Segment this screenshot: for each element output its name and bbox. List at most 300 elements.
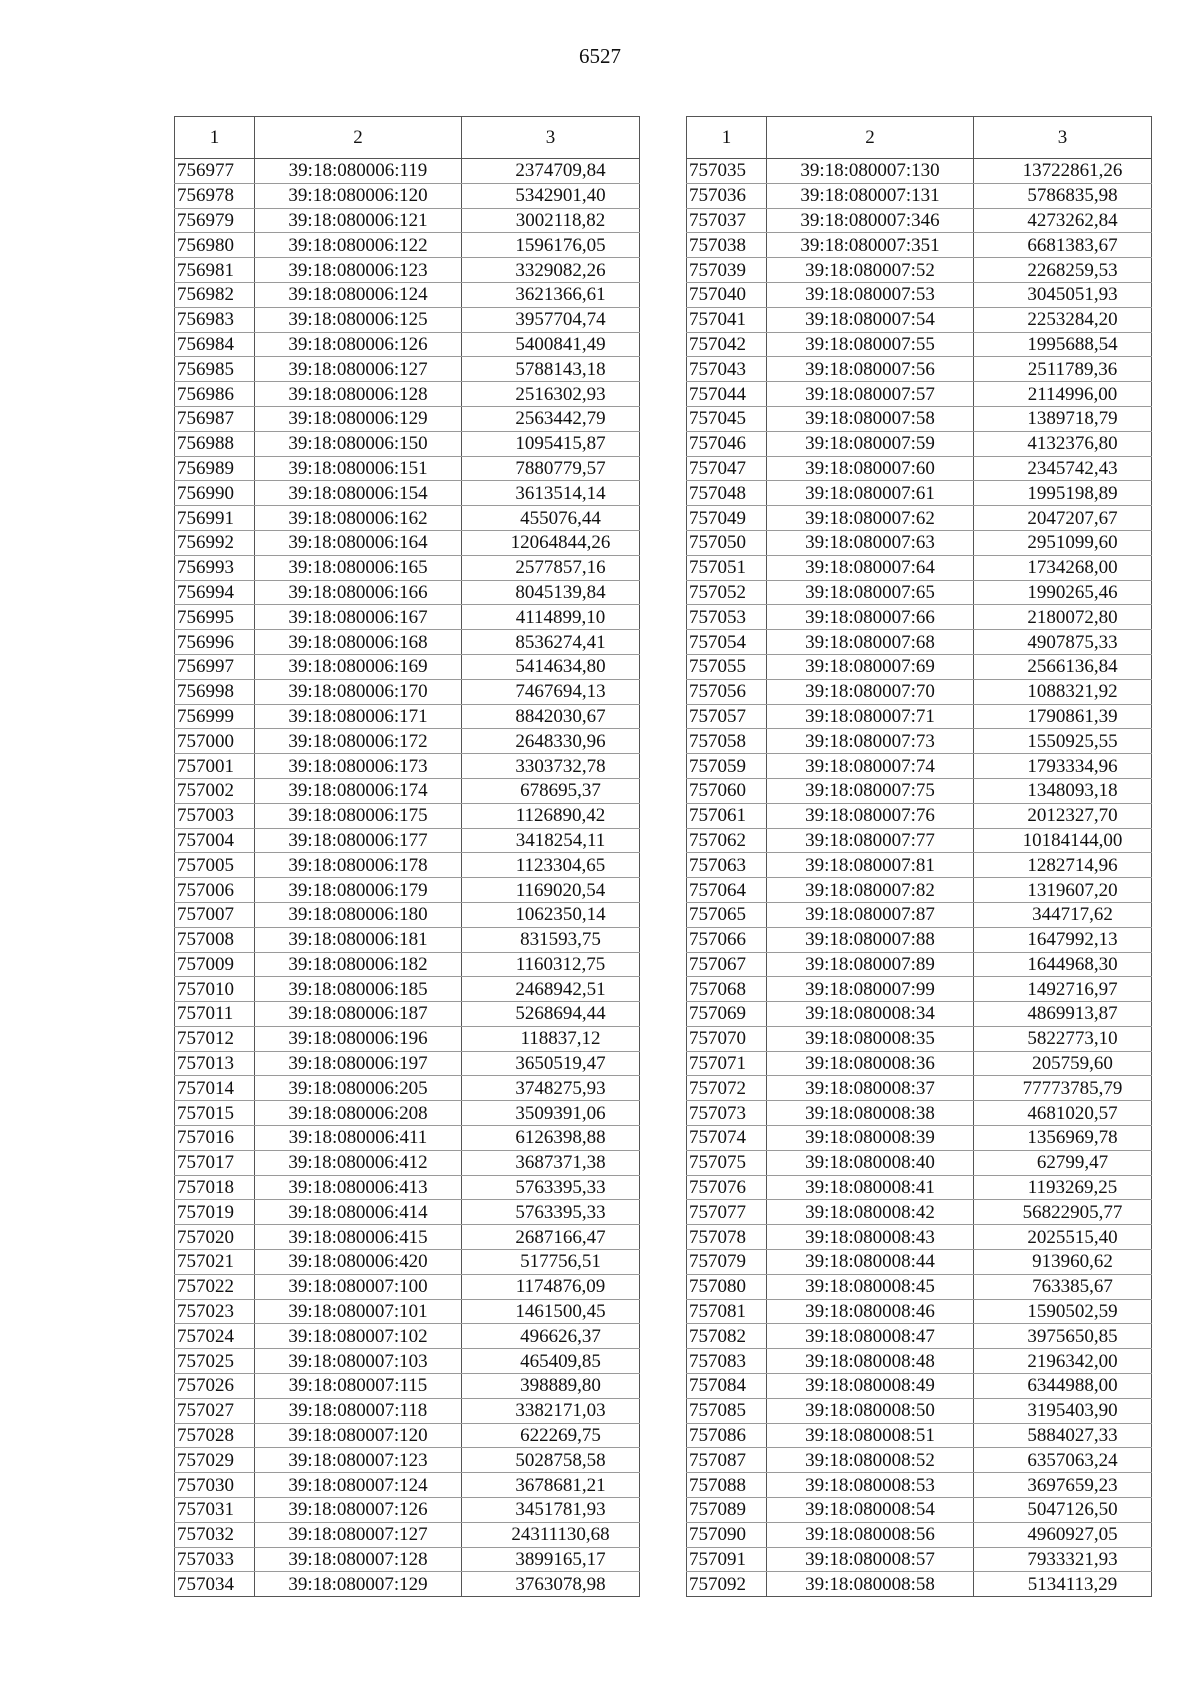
- value-cell: 2687166,47: [462, 1225, 640, 1250]
- table-row: [687, 307, 1152, 332]
- row-number-cell: 757009: [175, 952, 255, 977]
- row-number-cell: 757073: [687, 1101, 767, 1126]
- value-cell: 3451781,93: [462, 1498, 640, 1523]
- table-row: [175, 1324, 640, 1349]
- value-cell: 2577857,16: [462, 555, 640, 580]
- value-cell: 4681020,57: [974, 1101, 1152, 1126]
- row-number-cell: 757018: [175, 1175, 255, 1200]
- table-row: [175, 382, 640, 407]
- value-cell: 5763395,33: [462, 1175, 640, 1200]
- value-cell: 118837,12: [462, 1026, 640, 1051]
- value-cell: 1492716,97: [974, 977, 1152, 1002]
- table-row: [687, 1572, 1152, 1597]
- cadastral-number-cell: 39:18:080008:50: [767, 1398, 974, 1423]
- row-number-cell: 757029: [175, 1448, 255, 1473]
- cadastral-number-cell: 39:18:080007:59: [767, 431, 974, 456]
- cadastral-number-cell: 39:18:080008:35: [767, 1026, 974, 1051]
- cadastral-number-cell: 39:18:080007:76: [767, 803, 974, 828]
- value-cell: 1734268,00: [974, 555, 1152, 580]
- value-cell: 1095415,87: [462, 431, 640, 456]
- value-cell: 6126398,88: [462, 1126, 640, 1151]
- row-number-cell: 756977: [175, 159, 255, 184]
- right-table: [686, 116, 1152, 1597]
- value-cell: 3329082,26: [462, 258, 640, 283]
- value-cell: 3382171,03: [462, 1398, 640, 1423]
- cadastral-number-cell: 39:18:080006:126: [255, 332, 462, 357]
- value-cell: 3613514,14: [462, 481, 640, 506]
- cadastral-number-cell: 39:18:080008:53: [767, 1473, 974, 1498]
- table-row: [687, 1051, 1152, 1076]
- table-row: [687, 1076, 1152, 1101]
- row-number-cell: 757040: [687, 282, 767, 307]
- cadastral-number-cell: 39:18:080006:413: [255, 1175, 462, 1200]
- table-row: [687, 927, 1152, 952]
- cadastral-number-cell: 39:18:080008:37: [767, 1076, 974, 1101]
- value-cell: 4960927,05: [974, 1522, 1152, 1547]
- table-row: [175, 1398, 640, 1423]
- row-number-cell: 757035: [687, 159, 767, 184]
- cadastral-number-cell: 39:18:080007:102: [255, 1324, 462, 1349]
- row-number-cell: 757008: [175, 927, 255, 952]
- table-row: [175, 1126, 640, 1151]
- cadastral-number-cell: 39:18:080007:120: [255, 1423, 462, 1448]
- row-number-cell: 756984: [175, 332, 255, 357]
- cadastral-number-cell: 39:18:080007:68: [767, 630, 974, 655]
- row-number-cell: 757030: [175, 1473, 255, 1498]
- value-cell: 2566136,84: [974, 654, 1152, 679]
- cadastral-number-cell: 39:18:080007:70: [767, 679, 974, 704]
- row-number-cell: 756988: [175, 431, 255, 456]
- cadastral-number-cell: 39:18:080008:52: [767, 1448, 974, 1473]
- cadastral-number-cell: 39:18:080008:57: [767, 1547, 974, 1572]
- table-row: [687, 382, 1152, 407]
- value-cell: 3303732,78: [462, 754, 640, 779]
- cadastral-number-cell: 39:18:080008:38: [767, 1101, 974, 1126]
- row-number-cell: 757079: [687, 1250, 767, 1275]
- row-number-cell: 757020: [175, 1225, 255, 1250]
- value-cell: 205759,60: [974, 1051, 1152, 1076]
- table-row: [687, 828, 1152, 853]
- row-number-cell: 757078: [687, 1225, 767, 1250]
- cadastral-number-cell: 39:18:080007:82: [767, 878, 974, 903]
- cadastral-number-cell: 39:18:080006:420: [255, 1250, 462, 1275]
- row-number-cell: 757043: [687, 357, 767, 382]
- table-row: [175, 1051, 640, 1076]
- value-cell: 4132376,80: [974, 431, 1152, 456]
- row-number-cell: 756987: [175, 406, 255, 431]
- value-cell: 1644968,30: [974, 952, 1152, 977]
- cadastral-number-cell: 39:18:080007:89: [767, 952, 974, 977]
- left-table-body: [175, 159, 640, 1597]
- row-number-cell: 757080: [687, 1274, 767, 1299]
- row-number-cell: 757050: [687, 530, 767, 555]
- row-number-cell: 757014: [175, 1076, 255, 1101]
- cadastral-number-cell: 39:18:080007:55: [767, 332, 974, 357]
- value-cell: 1174876,09: [462, 1274, 640, 1299]
- value-cell: 2253284,20: [974, 307, 1152, 332]
- table-row: [687, 1473, 1152, 1498]
- value-cell: 1995688,54: [974, 332, 1152, 357]
- value-cell: 4907875,33: [974, 630, 1152, 655]
- table-row: [175, 878, 640, 903]
- cadastral-number-cell: 39:18:080007:127: [255, 1522, 462, 1547]
- cadastral-number-cell: 39:18:080007:54: [767, 307, 974, 332]
- cadastral-number-cell: 39:18:080006:129: [255, 406, 462, 431]
- cadastral-number-cell: 39:18:080006:119: [255, 159, 462, 184]
- cadastral-number-cell: 39:18:080006:205: [255, 1076, 462, 1101]
- row-number-cell: 757046: [687, 431, 767, 456]
- row-number-cell: 757052: [687, 580, 767, 605]
- value-cell: 5028758,58: [462, 1448, 640, 1473]
- cadastral-number-cell: 39:18:080006:180: [255, 902, 462, 927]
- table-row: [687, 853, 1152, 878]
- table-row: [175, 778, 640, 803]
- table-row: [687, 1101, 1152, 1126]
- row-number-cell: 756980: [175, 233, 255, 258]
- row-number-cell: 756994: [175, 580, 255, 605]
- value-cell: 3763078,98: [462, 1572, 640, 1597]
- value-cell: 24311130,68: [462, 1522, 640, 1547]
- table-row: [175, 679, 640, 704]
- row-number-cell: 757033: [175, 1547, 255, 1572]
- row-number-cell: 756979: [175, 208, 255, 233]
- left-table: [174, 116, 640, 1597]
- table-row: [175, 406, 640, 431]
- value-cell: 2563442,79: [462, 406, 640, 431]
- table-row: [687, 357, 1152, 382]
- row-number-cell: 757016: [175, 1126, 255, 1151]
- cadastral-number-cell: 39:18:080008:58: [767, 1572, 974, 1597]
- table-row: [687, 1299, 1152, 1324]
- table-row: [687, 679, 1152, 704]
- cadastral-number-cell: 39:18:080007:129: [255, 1572, 462, 1597]
- column-header: 3: [462, 117, 640, 159]
- column-header: 2: [255, 117, 462, 159]
- cadastral-number-cell: 39:18:080007:62: [767, 506, 974, 531]
- row-number-cell: 756995: [175, 605, 255, 630]
- value-cell: 7880779,57: [462, 456, 640, 481]
- cadastral-number-cell: 39:18:080007:351: [767, 233, 974, 258]
- row-number-cell: 757015: [175, 1101, 255, 1126]
- cadastral-number-cell: 39:18:080006:122: [255, 233, 462, 258]
- cadastral-number-cell: 39:18:080006:185: [255, 977, 462, 1002]
- table-row: [687, 729, 1152, 754]
- table-row: [175, 977, 640, 1002]
- table-row: [687, 1200, 1152, 1225]
- value-cell: 2114996,00: [974, 382, 1152, 407]
- table-row: [175, 1101, 640, 1126]
- value-cell: 1169020,54: [462, 878, 640, 903]
- cadastral-number-cell: 39:18:080008:48: [767, 1349, 974, 1374]
- value-cell: 2196342,00: [974, 1349, 1152, 1374]
- value-cell: 5400841,49: [462, 332, 640, 357]
- cadastral-number-cell: 39:18:080007:63: [767, 530, 974, 555]
- table-row: [175, 208, 640, 233]
- row-number-cell: 757028: [175, 1423, 255, 1448]
- row-number-cell: 757021: [175, 1250, 255, 1275]
- cadastral-number-cell: 39:18:080008:47: [767, 1324, 974, 1349]
- cadastral-number-cell: 39:18:080008:39: [767, 1126, 974, 1151]
- value-cell: 2516302,93: [462, 382, 640, 407]
- table-row: [687, 1250, 1152, 1275]
- value-cell: 1596176,05: [462, 233, 640, 258]
- table-row: [687, 803, 1152, 828]
- table-row: [175, 258, 640, 283]
- cadastral-number-cell: 39:18:080006:172: [255, 729, 462, 754]
- table-row: [175, 605, 640, 630]
- value-cell: 56822905,77: [974, 1200, 1152, 1225]
- cadastral-number-cell: 39:18:080006:177: [255, 828, 462, 853]
- value-cell: 2180072,80: [974, 605, 1152, 630]
- value-cell: 517756,51: [462, 1250, 640, 1275]
- row-number-cell: 757089: [687, 1498, 767, 1523]
- table-row: [687, 1547, 1152, 1572]
- cadastral-number-cell: 39:18:080008:56: [767, 1522, 974, 1547]
- cadastral-number-cell: 39:18:080007:74: [767, 754, 974, 779]
- value-cell: 3045051,93: [974, 282, 1152, 307]
- table-row: [687, 1274, 1152, 1299]
- table-row: [175, 282, 640, 307]
- table-row: [687, 555, 1152, 580]
- value-cell: 2047207,67: [974, 506, 1152, 531]
- row-number-cell: 757013: [175, 1051, 255, 1076]
- table-row: [687, 1002, 1152, 1027]
- row-number-cell: 757037: [687, 208, 767, 233]
- row-number-cell: 757017: [175, 1150, 255, 1175]
- table-row: [687, 406, 1152, 431]
- row-number-cell: 757070: [687, 1026, 767, 1051]
- row-number-cell: 757090: [687, 1522, 767, 1547]
- row-number-cell: 757068: [687, 977, 767, 1002]
- cadastral-number-cell: 39:18:080007:65: [767, 580, 974, 605]
- table-row: [687, 1448, 1152, 1473]
- value-cell: 1793334,96: [974, 754, 1152, 779]
- row-number-cell: 757064: [687, 878, 767, 903]
- cadastral-number-cell: 39:18:080008:42: [767, 1200, 974, 1225]
- value-cell: 4114899,10: [462, 605, 640, 630]
- value-cell: 398889,80: [462, 1374, 640, 1399]
- row-number-cell: 757005: [175, 853, 255, 878]
- row-number-cell: 757038: [687, 233, 767, 258]
- header-row: [175, 117, 640, 159]
- row-number-cell: 757051: [687, 555, 767, 580]
- table-row: [687, 208, 1152, 233]
- row-number-cell: 757085: [687, 1398, 767, 1423]
- table-row: [175, 357, 640, 382]
- cadastral-number-cell: 39:18:080007:346: [767, 208, 974, 233]
- cadastral-number-cell: 39:18:080007:123: [255, 1448, 462, 1473]
- table-row: [175, 1572, 640, 1597]
- value-cell: 1389718,79: [974, 406, 1152, 431]
- row-number-cell: 757056: [687, 679, 767, 704]
- row-number-cell: 757088: [687, 1473, 767, 1498]
- row-number-cell: 757010: [175, 977, 255, 1002]
- row-number-cell: 756997: [175, 654, 255, 679]
- row-number-cell: 757084: [687, 1374, 767, 1399]
- value-cell: 5268694,44: [462, 1002, 640, 1027]
- value-cell: 8045139,84: [462, 580, 640, 605]
- value-cell: 1088321,92: [974, 679, 1152, 704]
- cadastral-number-cell: 39:18:080006:174: [255, 778, 462, 803]
- value-cell: 1319607,20: [974, 878, 1152, 903]
- value-cell: 1126890,42: [462, 803, 640, 828]
- value-cell: 3678681,21: [462, 1473, 640, 1498]
- cadastral-number-cell: 39:18:080006:150: [255, 431, 462, 456]
- row-number-cell: 757031: [175, 1498, 255, 1523]
- row-number-cell: 757007: [175, 902, 255, 927]
- row-number-cell: 757011: [175, 1002, 255, 1027]
- table-row: [175, 1002, 640, 1027]
- cadastral-number-cell: 39:18:080006:197: [255, 1051, 462, 1076]
- right-table-body: [687, 159, 1152, 1597]
- table-row: [687, 1175, 1152, 1200]
- cadastral-number-cell: 39:18:080007:81: [767, 853, 974, 878]
- cadastral-number-cell: 39:18:080007:103: [255, 1349, 462, 1374]
- row-number-cell: 756978: [175, 183, 255, 208]
- row-number-cell: 757067: [687, 952, 767, 977]
- cadastral-number-cell: 39:18:080007:128: [255, 1547, 462, 1572]
- value-cell: 3975650,85: [974, 1324, 1152, 1349]
- table-row: [687, 630, 1152, 655]
- table-row: [687, 977, 1152, 1002]
- row-number-cell: 757060: [687, 778, 767, 803]
- value-cell: 465409,85: [462, 1349, 640, 1374]
- value-cell: 496626,37: [462, 1324, 640, 1349]
- cadastral-number-cell: 39:18:080008:40: [767, 1150, 974, 1175]
- table-row: [687, 332, 1152, 357]
- table-row: [175, 927, 640, 952]
- value-cell: 8842030,67: [462, 704, 640, 729]
- table-row: [175, 332, 640, 357]
- column-header: 1: [687, 117, 767, 159]
- row-number-cell: 757081: [687, 1299, 767, 1324]
- value-cell: 2345742,43: [974, 456, 1152, 481]
- value-cell: 6344988,00: [974, 1374, 1152, 1399]
- cadastral-number-cell: 39:18:080006:168: [255, 630, 462, 655]
- table-row: [175, 1076, 640, 1101]
- table-row: [687, 159, 1152, 184]
- table-row: [687, 580, 1152, 605]
- row-number-cell: 757006: [175, 878, 255, 903]
- value-cell: 1348093,18: [974, 778, 1152, 803]
- row-number-cell: 757036: [687, 183, 767, 208]
- column-header: 1: [175, 117, 255, 159]
- cadastral-number-cell: 39:18:080007:118: [255, 1398, 462, 1423]
- row-number-cell: 757003: [175, 803, 255, 828]
- row-number-cell: 757048: [687, 481, 767, 506]
- value-cell: 2025515,40: [974, 1225, 1152, 1250]
- table-row: [687, 1126, 1152, 1151]
- value-cell: 678695,37: [462, 778, 640, 803]
- value-cell: 12064844,26: [462, 530, 640, 555]
- table-row: [175, 481, 640, 506]
- cadastral-number-cell: 39:18:080006:208: [255, 1101, 462, 1126]
- table-row: [687, 456, 1152, 481]
- row-number-cell: 756981: [175, 258, 255, 283]
- cadastral-number-cell: 39:18:080007:99: [767, 977, 974, 1002]
- cadastral-number-cell: 39:18:080007:87: [767, 902, 974, 927]
- table-row: [175, 754, 640, 779]
- cadastral-number-cell: 39:18:080007:64: [767, 555, 974, 580]
- row-number-cell: 757004: [175, 828, 255, 853]
- value-cell: 1123304,65: [462, 853, 640, 878]
- cadastral-number-cell: 39:18:080006:167: [255, 605, 462, 630]
- table-row: [175, 1150, 640, 1175]
- table-row: [687, 506, 1152, 531]
- cadastral-number-cell: 39:18:080006:196: [255, 1026, 462, 1051]
- cadastral-number-cell: 39:18:080007:126: [255, 1498, 462, 1523]
- table-row: [687, 183, 1152, 208]
- row-number-cell: 757045: [687, 406, 767, 431]
- cadastral-number-cell: 39:18:080007:75: [767, 778, 974, 803]
- table-row: [687, 1498, 1152, 1523]
- table-row: [687, 654, 1152, 679]
- cadastral-number-cell: 39:18:080006:173: [255, 754, 462, 779]
- table-row: [175, 902, 640, 927]
- table-row: [175, 1274, 640, 1299]
- cadastral-number-cell: 39:18:080007:101: [255, 1299, 462, 1324]
- table-row: [175, 704, 640, 729]
- value-cell: 5342901,40: [462, 183, 640, 208]
- row-number-cell: 757091: [687, 1547, 767, 1572]
- cadastral-number-cell: 39:18:080008:46: [767, 1299, 974, 1324]
- table-row: [175, 233, 640, 258]
- cadastral-number-cell: 39:18:080008:49: [767, 1374, 974, 1399]
- table-row: [175, 1522, 640, 1547]
- cadastral-number-cell: 39:18:080006:175: [255, 803, 462, 828]
- table-row: [175, 307, 640, 332]
- cadastral-number-cell: 39:18:080006:125: [255, 307, 462, 332]
- row-number-cell: 757083: [687, 1349, 767, 1374]
- row-number-cell: 757054: [687, 630, 767, 655]
- table-row: [687, 530, 1152, 555]
- value-cell: 5786835,98: [974, 183, 1152, 208]
- row-number-cell: 757022: [175, 1274, 255, 1299]
- value-cell: 2468942,51: [462, 977, 640, 1002]
- value-cell: 763385,67: [974, 1274, 1152, 1299]
- cadastral-number-cell: 39:18:080006:154: [255, 481, 462, 506]
- row-number-cell: 756986: [175, 382, 255, 407]
- table-row: [175, 1498, 640, 1523]
- row-number-cell: 756982: [175, 282, 255, 307]
- cadastral-number-cell: 39:18:080008:34: [767, 1002, 974, 1027]
- cadastral-number-cell: 39:18:080007:115: [255, 1374, 462, 1399]
- value-cell: 4273262,84: [974, 208, 1152, 233]
- table-row: [687, 431, 1152, 456]
- row-number-cell: 756999: [175, 704, 255, 729]
- row-number-cell: 757027: [175, 1398, 255, 1423]
- value-cell: 455076,44: [462, 506, 640, 531]
- value-cell: 3650519,47: [462, 1051, 640, 1076]
- table-row: [175, 1473, 640, 1498]
- cadastral-number-cell: 39:18:080007:52: [767, 258, 974, 283]
- cadastral-number-cell: 39:18:080007:77: [767, 828, 974, 853]
- cadastral-number-cell: 39:18:080007:56: [767, 357, 974, 382]
- value-cell: 1356969,78: [974, 1126, 1152, 1151]
- column-header: 3: [974, 117, 1152, 159]
- row-number-cell: 757053: [687, 605, 767, 630]
- cadastral-number-cell: 39:18:080006:179: [255, 878, 462, 903]
- cadastral-number-cell: 39:18:080006:166: [255, 580, 462, 605]
- table-row: [175, 1200, 640, 1225]
- row-number-cell: 757041: [687, 307, 767, 332]
- cadastral-number-cell: 39:18:080006:415: [255, 1225, 462, 1250]
- cadastral-number-cell: 39:18:080006:171: [255, 704, 462, 729]
- table-row: [175, 456, 640, 481]
- table-row: [175, 1026, 640, 1051]
- cadastral-number-cell: 39:18:080006:165: [255, 555, 462, 580]
- table-row: [175, 1423, 640, 1448]
